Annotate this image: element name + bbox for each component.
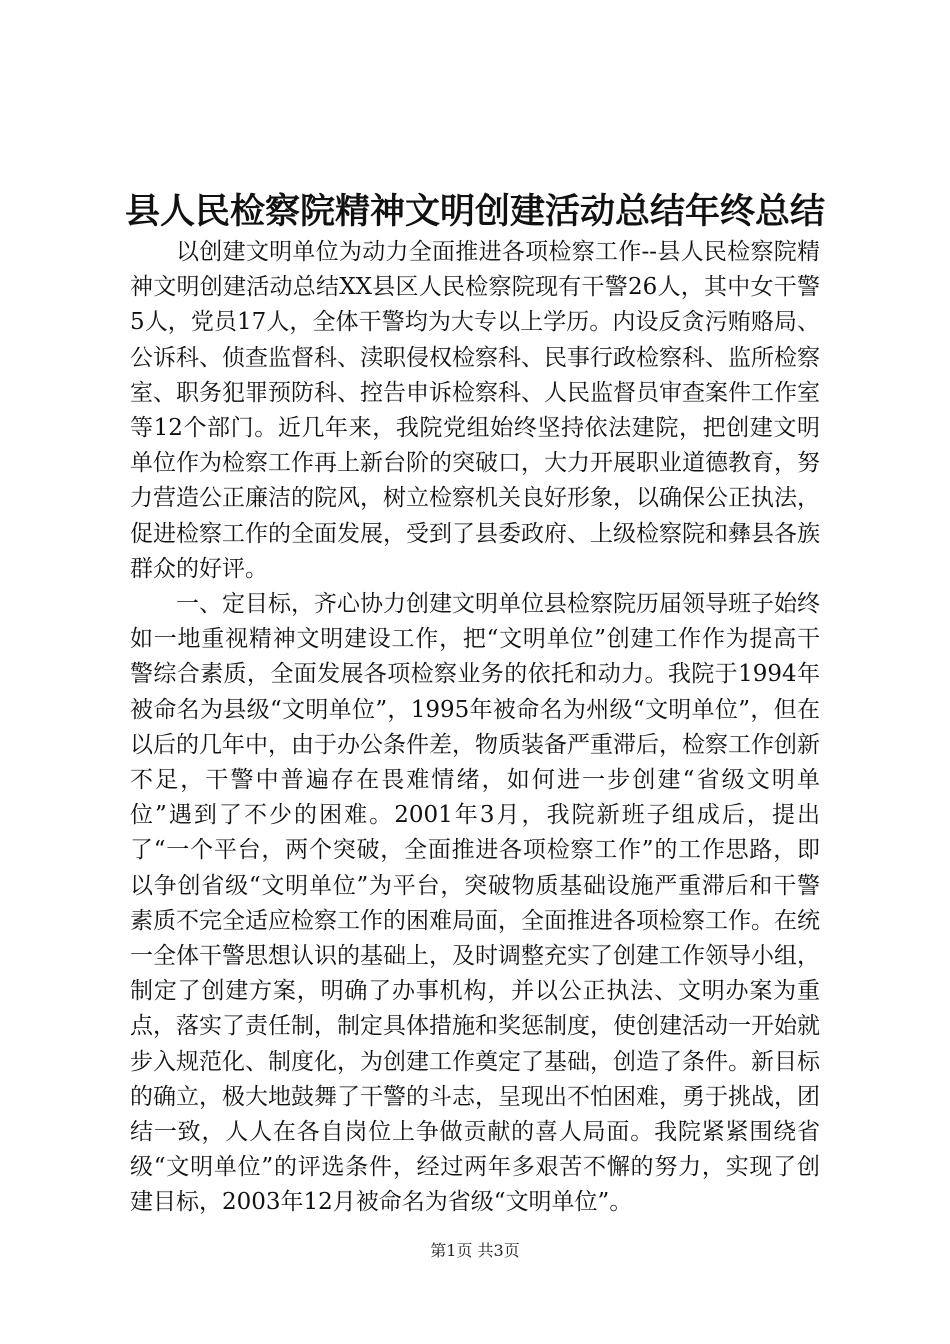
body-paragraph-1: 以创建文明单位为动力全面推进各项检察工作--县人民检察院精神文明创建活动总结XX县区人民检察院现有干警26人，其中女干警5人，党员17人，全体干警均为大专以上学历。内设反贪污贿赂局、公诉科、侦查监督科、渎职侵权检察科、民事行政检察科、监所检察室、职务犯罪预防科、控告申诉检察科、人民监督员审查案件工作室等12个部门。近几年来，我院党组始终坚持依法建院，把创建文明单位作为检察工作再上新台阶的突破口，大力开展职业道德教育，努力营造公正廉洁的院风，树立检察机关良好形象，以确保公正执法，促进检察工作的全面发展，受到了县委政府、上级检察院和彝县各族群众的好评。 (130, 239, 820, 582)
page-number-footer: 第1页 共3页 (430, 1241, 520, 1260)
body-paragraph-2: 一、定目标，齐心协力创建文明单位县检察院历届领导班子始终如一地重视精神文明建设工作，把“文明单位”创建工作作为提高干警综合素质，全面发展各项检察业务的依托和动力。我院于1994年被命名为县级“文明单位”，1995年被命名为州级“文明单位”，但在以后的几年中，由于办公条件差，物质装备严重滞后，检察工作创新不足，干警中普遍存在畏难情绪，如何进一步创建“省级文明单位”遇到了不少的困难。2001年3月，我院新班子组成后，提出了“一个平台，两个突破，全面推进各项检察工作”的工作思路，即以争创省级“文明单位”为平台，突破物质基础设施严重滞后和干警素质不完全适应检察工作的困难局面，全面推进各项检察工作。在统一全体干警思想认识的基础上，及时调整充实了创建工作领导小组，制定了创建方案，明确了办事机构，并以公正执法、文明办案为重点，落实了责任制，制定具体措施和奖惩制度，使创建活动一开始就步入规范化、制度化，为创建工作奠定了基础，创造了条件。新目标的确立，极大地鼓舞了干警的斗志，呈现出不怕困难，勇于挑战，团结一致，人人在各自岗位上争做贡献的喜人局面。我院紧紧围绕省级“文明单位”的评选条件，经过两年多艰苦不懈的努力，实现了创建目标，2003年12月被命名为省级“文明单位”。 (130, 591, 820, 1216)
document-body (130, 235, 820, 1221)
document-title: 县人民检察院精神文明创建活动总结年终总结 (124, 191, 825, 232)
